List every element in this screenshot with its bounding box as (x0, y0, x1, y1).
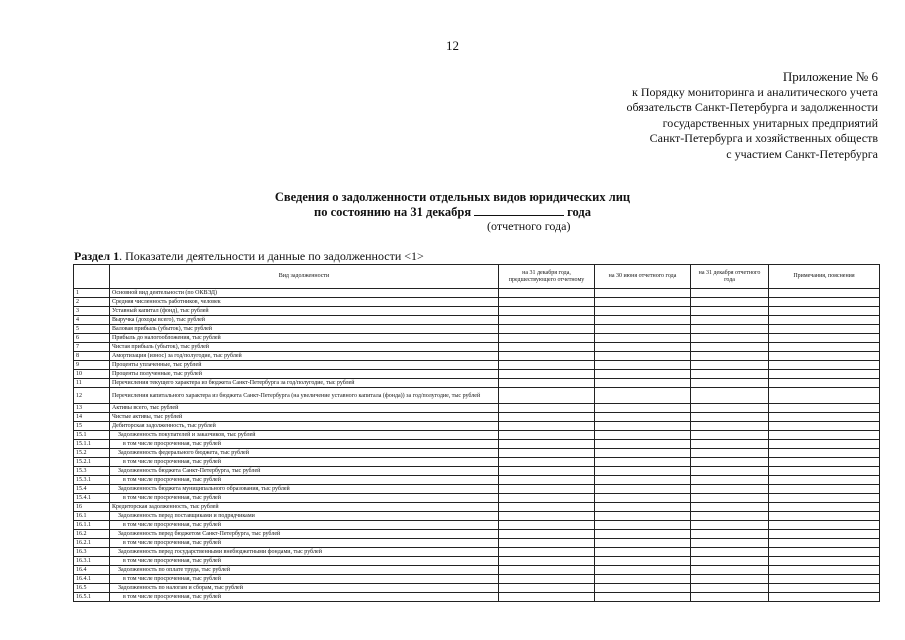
row-number: 7 (74, 343, 110, 352)
row-number: 2 (74, 298, 110, 307)
row-number: 16.5 (74, 584, 110, 593)
value-cell (769, 325, 880, 334)
value-cell (595, 379, 691, 388)
value-cell (595, 539, 691, 548)
value-cell (769, 584, 880, 593)
value-cell (499, 334, 595, 343)
value-cell (595, 334, 691, 343)
value-cell (595, 593, 691, 602)
table-row (74, 440, 880, 449)
value-cell (691, 476, 769, 485)
value-cell (691, 539, 769, 548)
section-text: . Показатели деятельности и данные по задолженности <1> (119, 249, 424, 263)
value-cell (595, 422, 691, 431)
value-cell (499, 530, 595, 539)
value-cell (499, 422, 595, 431)
row-number: 15.3 (74, 467, 110, 476)
row-number: 15 (74, 422, 110, 431)
value-cell (499, 521, 595, 530)
value-cell (691, 494, 769, 503)
value-cell (691, 334, 769, 343)
row-label: в том числе просроченная, тыс рублей (110, 494, 499, 503)
value-cell (769, 307, 880, 316)
value-cell (691, 584, 769, 593)
value-cell (769, 557, 880, 566)
title-line-1: Сведения о задолженности отдельных видов юридических лиц (274, 190, 631, 204)
row-label: Задолженность по налогам и сборам, тыс рублей (110, 584, 499, 593)
page-number: 12 (446, 38, 459, 53)
row-number: 6 (74, 334, 110, 343)
title-date-suffix: года (567, 205, 591, 219)
row-label: Средняя численность работников, человек (110, 298, 499, 307)
debt-table (73, 264, 880, 602)
table-row (74, 352, 880, 361)
value-cell (769, 530, 880, 539)
value-cell (691, 449, 769, 458)
value-cell (769, 548, 880, 557)
row-number: 16.2.1 (74, 539, 110, 548)
row-number: 16.3.1 (74, 557, 110, 566)
section-heading (74, 249, 424, 264)
value-cell (595, 404, 691, 413)
table-row (74, 476, 880, 485)
value-cell (499, 325, 595, 334)
value-cell (595, 494, 691, 503)
table-row (74, 548, 880, 557)
table-body (74, 289, 880, 602)
value-cell (769, 593, 880, 602)
row-number: 15.3.1 (74, 476, 110, 485)
value-cell (769, 440, 880, 449)
value-cell (769, 388, 880, 404)
row-label: в том числе просроченная, тыс рублей (110, 440, 499, 449)
value-cell (595, 503, 691, 512)
value-cell (499, 404, 595, 413)
value-cell (499, 289, 595, 298)
value-cell (595, 584, 691, 593)
row-number: 13 (74, 404, 110, 413)
value-cell (499, 370, 595, 379)
value-cell (769, 566, 880, 575)
row-label: Перечисления текущего характера из бюджета Санкт-Петербурга за год/полугодие, тыс рублей (110, 379, 499, 388)
table-row (74, 325, 880, 334)
value-cell (499, 494, 595, 503)
row-label: Задолженность федерального бюджета, тыс рублей (110, 449, 499, 458)
value-cell (769, 503, 880, 512)
value-cell (769, 413, 880, 422)
value-cell (691, 566, 769, 575)
value-cell (691, 467, 769, 476)
row-label: Чистые активы, тыс рублей (110, 413, 499, 422)
table-row (74, 334, 880, 343)
value-cell (595, 476, 691, 485)
value-cell (691, 575, 769, 584)
row-number: 15.1 (74, 431, 110, 440)
row-label: Выручка (доходы всего), тыс рублей (110, 316, 499, 325)
value-cell (595, 298, 691, 307)
row-label: Проценты уплаченные, тыс рублей (110, 361, 499, 370)
value-cell (769, 343, 880, 352)
value-cell (691, 440, 769, 449)
table-row (74, 575, 880, 584)
row-label: в том числе просроченная, тыс рублей (110, 593, 499, 602)
value-cell (691, 343, 769, 352)
value-cell (499, 548, 595, 557)
table-row (74, 467, 880, 476)
row-label: Кредиторская задолженность, тыс рублей (110, 503, 499, 512)
title-date-prefix: по состоянию на 31 декабря (314, 205, 472, 219)
row-label: Задолженность перед поставщиками и подрядчиками (110, 512, 499, 521)
value-cell (595, 431, 691, 440)
value-cell (691, 388, 769, 404)
document-title (0, 190, 905, 220)
table-row (74, 361, 880, 370)
row-number: 16.2 (74, 530, 110, 539)
value-cell (691, 512, 769, 521)
value-cell (595, 557, 691, 566)
appendix-line: государственных унитарных предприятий (662, 115, 878, 130)
value-cell (499, 379, 595, 388)
value-cell (691, 548, 769, 557)
value-cell (499, 467, 595, 476)
value-cell (499, 557, 595, 566)
value-cell (499, 361, 595, 370)
value-cell (691, 361, 769, 370)
title-line-2 (0, 205, 905, 220)
value-cell (499, 431, 595, 440)
value-cell (595, 575, 691, 584)
row-label: Основной вид деятельности (по ОКВЭД) (110, 289, 499, 298)
value-cell (595, 458, 691, 467)
year-caption: (отчетного года) (487, 219, 571, 233)
value-cell (769, 476, 880, 485)
value-cell (769, 467, 880, 476)
row-number: 1 (74, 289, 110, 298)
value-cell (769, 575, 880, 584)
table-row (74, 298, 880, 307)
row-number: 12 (74, 388, 110, 404)
row-number: 16.1.1 (74, 521, 110, 530)
table-row (74, 343, 880, 352)
value-cell (595, 521, 691, 530)
value-cell (499, 449, 595, 458)
row-number: 16.1 (74, 512, 110, 521)
value-cell (595, 548, 691, 557)
value-cell (595, 413, 691, 422)
row-label: Дебиторская задолженность, тыс рублей (110, 422, 499, 431)
value-cell (595, 485, 691, 494)
table-row (74, 566, 880, 575)
table-row (74, 584, 880, 593)
value-cell (769, 431, 880, 440)
row-label: Задолженность бюджета Санкт-Петербурга, тыс рублей (110, 467, 499, 476)
value-cell (595, 307, 691, 316)
appendix-line: обязательств Санкт-Петербурга и задолженности (626, 100, 878, 115)
header-prev-year: на 31 декабря года, предшествующего отчетному (499, 265, 595, 289)
row-label: Задолженность по оплате труда, тыс рублей (110, 566, 499, 575)
value-cell (691, 298, 769, 307)
table-row (74, 307, 880, 316)
value-cell (691, 431, 769, 440)
header-notes: Примечания, пояснения (769, 265, 880, 289)
row-label: Валовая прибыль (убыток), тыс рублей (110, 325, 499, 334)
table-row (74, 413, 880, 422)
value-cell (769, 404, 880, 413)
value-cell (595, 361, 691, 370)
value-cell (595, 388, 691, 404)
row-number: 9 (74, 361, 110, 370)
row-number: 16.4 (74, 566, 110, 575)
value-cell (499, 566, 595, 575)
header-jun30: на 30 июня отчетного года (595, 265, 691, 289)
row-number: 16.3 (74, 548, 110, 557)
row-label: в том числе просроченная, тыс рублей (110, 575, 499, 584)
appendix-title: Приложение № 6 (782, 69, 878, 84)
value-cell (595, 316, 691, 325)
table-row (74, 289, 880, 298)
value-cell (691, 557, 769, 566)
value-cell (595, 566, 691, 575)
value-cell (769, 370, 880, 379)
row-label: Задолженность перед бюджетом Санкт-Петербурга, тыс рублей (110, 530, 499, 539)
value-cell (691, 307, 769, 316)
table-row (74, 512, 880, 521)
value-cell (691, 325, 769, 334)
value-cell (595, 370, 691, 379)
value-cell (499, 503, 595, 512)
value-cell (691, 503, 769, 512)
row-number: 15.2.1 (74, 458, 110, 467)
value-cell (691, 379, 769, 388)
value-cell (499, 458, 595, 467)
table-row (74, 431, 880, 440)
value-cell (595, 343, 691, 352)
year-blank (474, 205, 564, 216)
value-cell (595, 530, 691, 539)
header-type: Вид задолженности (110, 265, 499, 289)
value-cell (691, 530, 769, 539)
row-number: 10 (74, 370, 110, 379)
value-cell (691, 370, 769, 379)
table-row (74, 503, 880, 512)
value-cell (691, 352, 769, 361)
value-cell (691, 458, 769, 467)
value-cell (595, 467, 691, 476)
table-row (74, 379, 880, 388)
row-number: 15.1.1 (74, 440, 110, 449)
value-cell (769, 289, 880, 298)
row-label: в том числе просроченная, тыс рублей (110, 557, 499, 566)
table-row (74, 593, 880, 602)
value-cell (499, 575, 595, 584)
value-cell (499, 413, 595, 422)
value-cell (499, 440, 595, 449)
value-cell (769, 521, 880, 530)
value-cell (691, 413, 769, 422)
table-row (74, 485, 880, 494)
value-cell (499, 476, 595, 485)
row-label: Проценты полученные, тыс рублей (110, 370, 499, 379)
table-row (74, 539, 880, 548)
table-row (74, 557, 880, 566)
row-number: 11 (74, 379, 110, 388)
value-cell (595, 449, 691, 458)
appendix-line: с участием Санкт-Петербурга (726, 146, 878, 161)
table-row (74, 422, 880, 431)
table-row (74, 316, 880, 325)
row-label: Чистая прибыль (убыток), тыс рублей (110, 343, 499, 352)
row-label: Задолженность перед государственными внебюджетными фондами, тыс рублей (110, 548, 499, 557)
table-row (74, 370, 880, 379)
value-cell (691, 593, 769, 602)
row-label: Активы всего, тыс рублей (110, 404, 499, 413)
appendix-line: Санкт-Петербурга и хозяйственных обществ (649, 131, 878, 146)
appendix-block (627, 69, 879, 163)
value-cell (595, 512, 691, 521)
value-cell (769, 361, 880, 370)
value-cell (769, 458, 880, 467)
value-cell (769, 316, 880, 325)
value-cell (769, 352, 880, 361)
value-cell (595, 440, 691, 449)
value-cell (499, 593, 595, 602)
row-number: 15.2 (74, 449, 110, 458)
row-number: 4 (74, 316, 110, 325)
row-label: в том числе просроченная, тыс рублей (110, 539, 499, 548)
appendix-line: к Порядку мониторинга и аналитического учета (632, 84, 878, 99)
row-number: 16.5.1 (74, 593, 110, 602)
value-cell (691, 289, 769, 298)
value-cell (499, 388, 595, 404)
value-cell (769, 298, 880, 307)
section-label: Раздел 1 (74, 249, 120, 263)
value-cell (769, 494, 880, 503)
row-label: Задолженность покупателей и заказчиков, тыс рублей (110, 431, 499, 440)
table-row (74, 388, 880, 404)
row-label: Перечисления капитального характера из бюджета Санкт-Петербурга (на увеличение уставного капитала (фонда)) за год/полугодие, тыс рублей (110, 388, 499, 404)
value-cell (691, 404, 769, 413)
row-number: 3 (74, 307, 110, 316)
value-cell (769, 539, 880, 548)
value-cell (499, 298, 595, 307)
row-label: Амортизация (износ) за год/полугодие, тыс рублей (110, 352, 499, 361)
value-cell (769, 422, 880, 431)
table-row (74, 458, 880, 467)
value-cell (499, 485, 595, 494)
table-row (74, 404, 880, 413)
value-cell (499, 316, 595, 325)
value-cell (499, 539, 595, 548)
value-cell (499, 352, 595, 361)
row-label: Задолженность бюджета муниципального образования, тыс рублей (110, 485, 499, 494)
value-cell (595, 289, 691, 298)
header-number (74, 265, 110, 289)
value-cell (769, 334, 880, 343)
value-cell (499, 343, 595, 352)
row-label: в том числе просроченная, тыс рублей (110, 476, 499, 485)
row-label: Уставный капитал (фонд), тыс рублей (110, 307, 499, 316)
value-cell (769, 485, 880, 494)
row-label: в том числе просроченная, тыс рублей (110, 521, 499, 530)
value-cell (691, 485, 769, 494)
row-number: 15.4.1 (74, 494, 110, 503)
table-row (74, 494, 880, 503)
value-cell (595, 352, 691, 361)
row-number: 8 (74, 352, 110, 361)
table-row (74, 530, 880, 539)
header-dec31: на 31 декабря отчетного года (691, 265, 769, 289)
value-cell (691, 316, 769, 325)
value-cell (769, 449, 880, 458)
row-label: Прибыль до налогообложения, тыс рублей (110, 334, 499, 343)
row-number: 16 (74, 503, 110, 512)
row-label: в том числе просроченная, тыс рублей (110, 458, 499, 467)
row-number: 14 (74, 413, 110, 422)
value-cell (499, 584, 595, 593)
row-number: 15.4 (74, 485, 110, 494)
row-number: 16.4.1 (74, 575, 110, 584)
value-cell (691, 521, 769, 530)
table-row (74, 521, 880, 530)
table-row (74, 449, 880, 458)
value-cell (499, 307, 595, 316)
value-cell (499, 512, 595, 521)
value-cell (769, 512, 880, 521)
value-cell (595, 325, 691, 334)
value-cell (691, 422, 769, 431)
value-cell (769, 379, 880, 388)
row-number: 5 (74, 325, 110, 334)
